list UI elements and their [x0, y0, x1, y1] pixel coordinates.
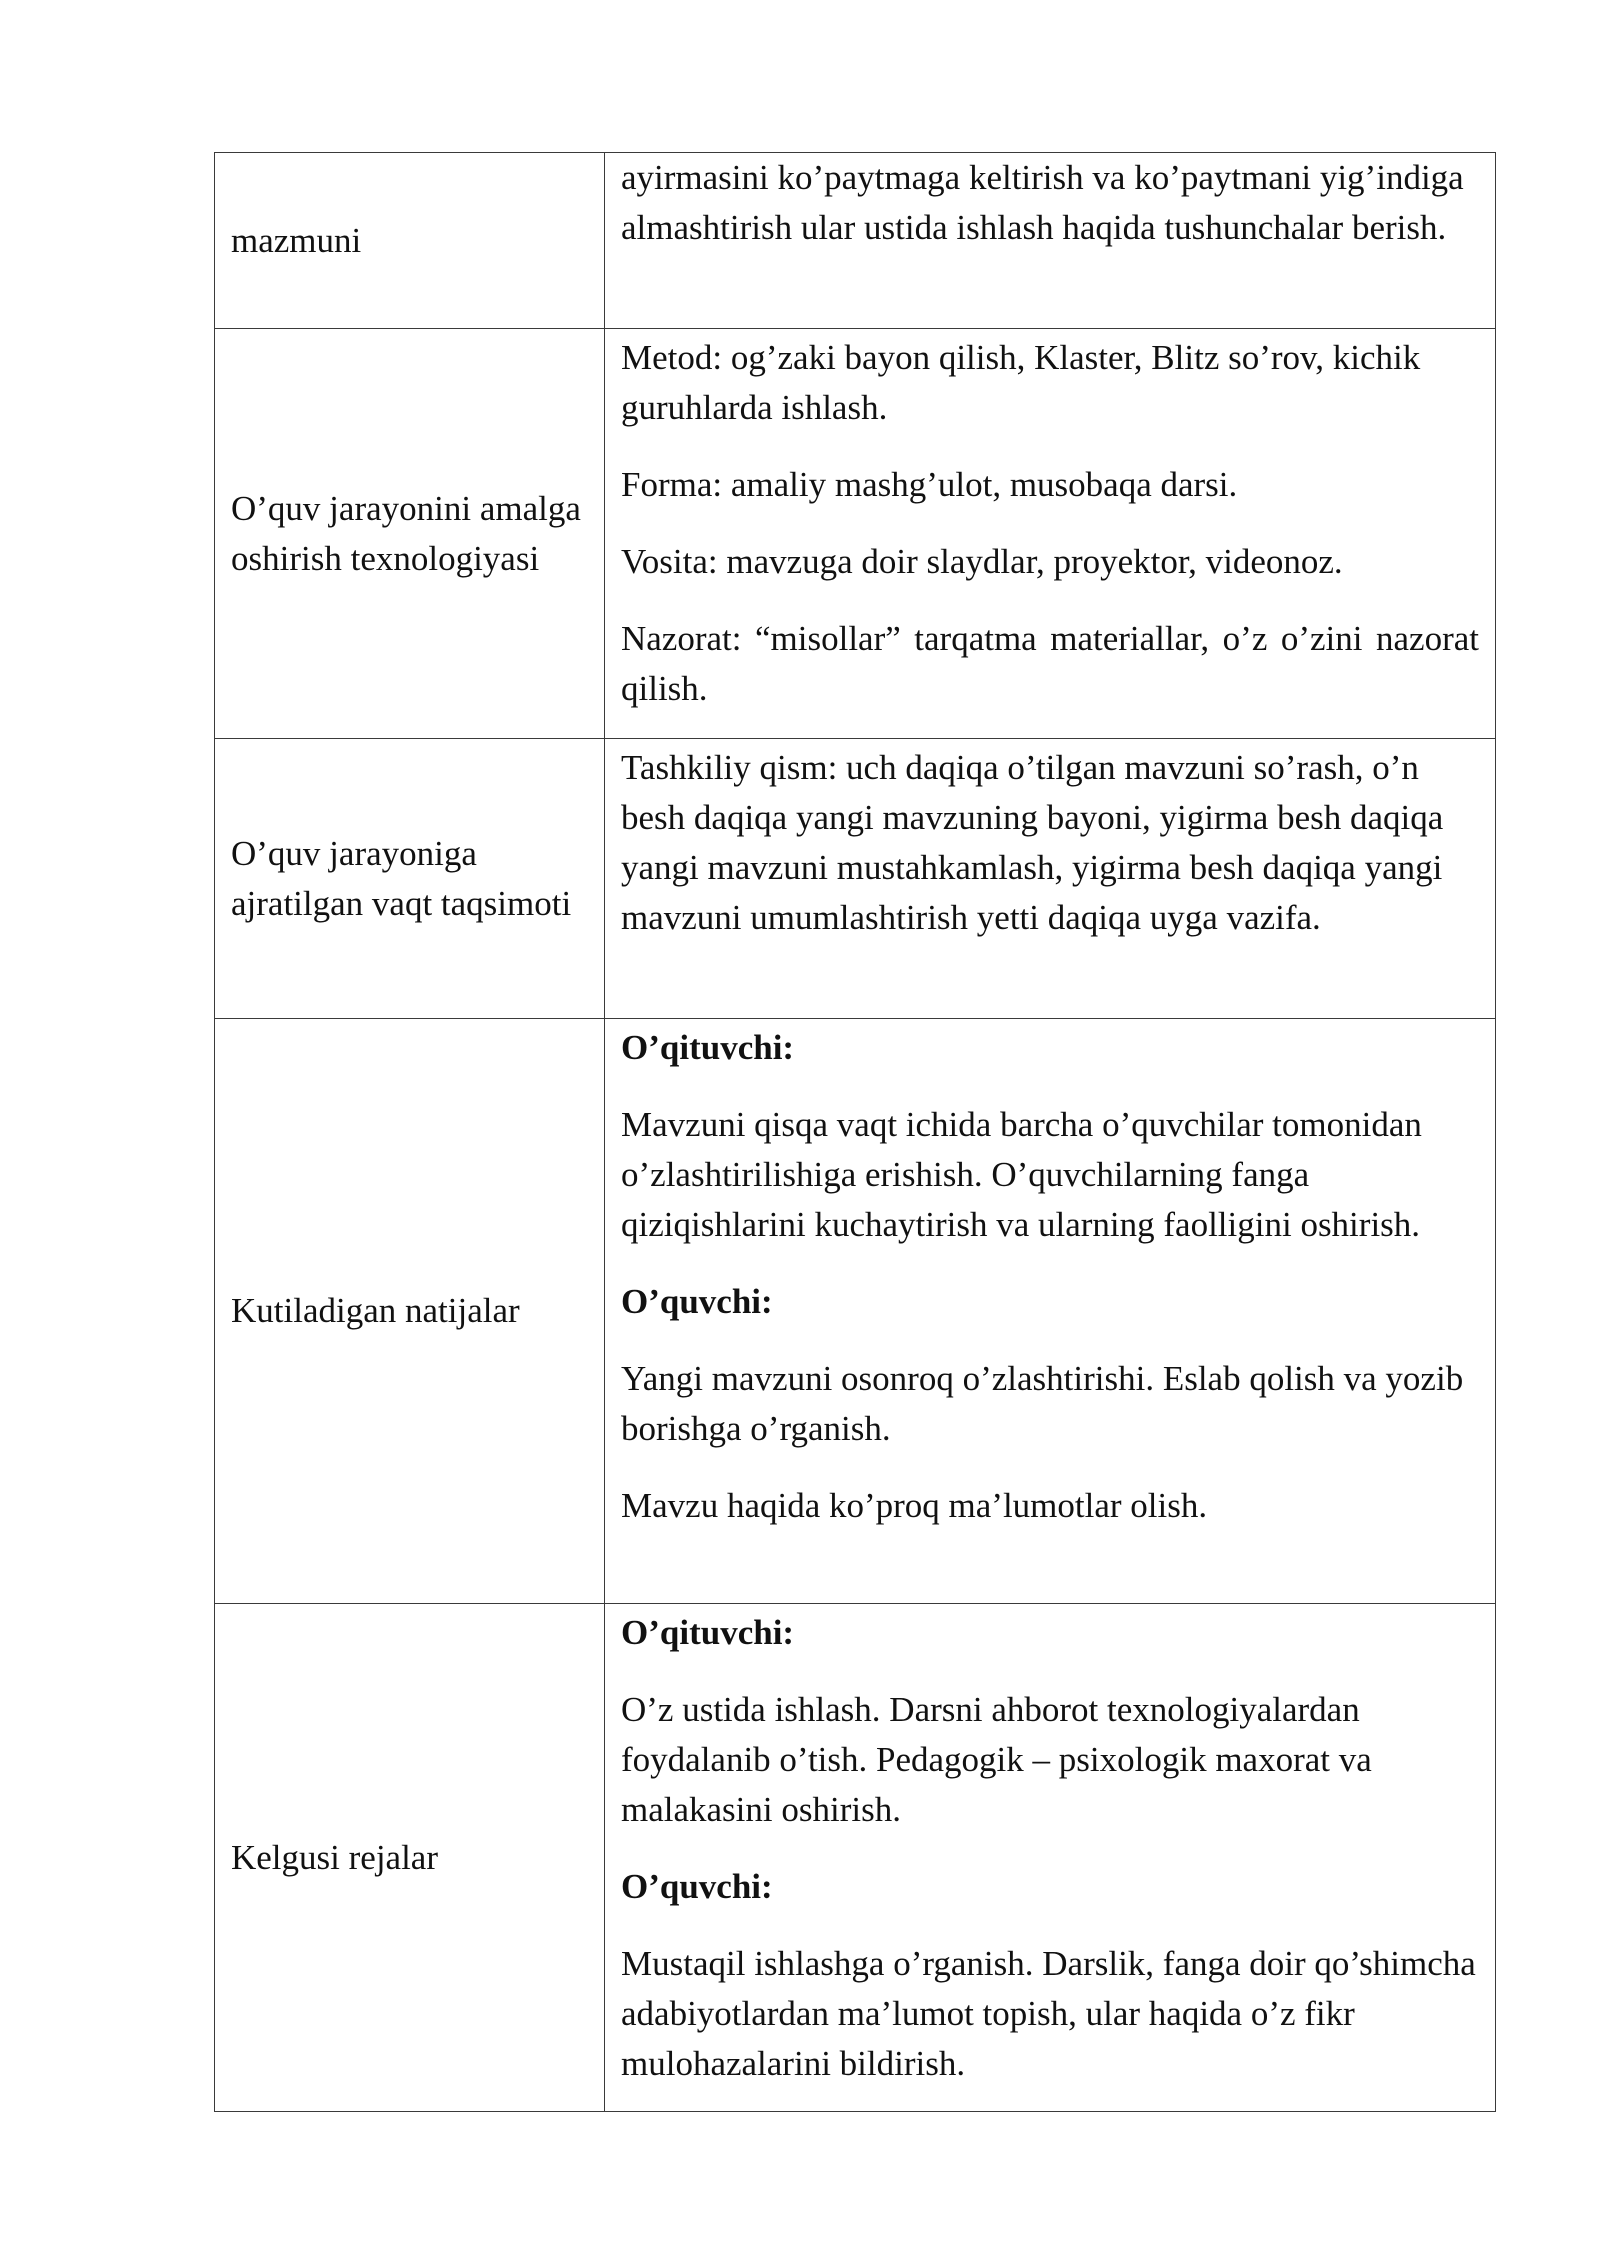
table-row [215, 1019, 1496, 1604]
row-label: O’quv jarayoniga ajratilgan vaqt taqsimoti [215, 739, 605, 1019]
teacher-text: O’z ustida ishlash. Darsni ahborot texnologiyalardan foydalanib o’tish. Pedagogik – psixologik maxorat va malakasini oshirish. [621, 1690, 1372, 1829]
teacher-text: Mavzuni qisqa vaqt ichida barcha o’quvchilar tomonidan o’zlashtirilishiga erishish. O’quvchilarning fanga qiziqishlarini kuchaytirish va ularning faolligini oshirish. [621, 1105, 1422, 1244]
student-text-2: Mavzu haqida ko’proq ma’lumotlar olish. [621, 1486, 1208, 1525]
student-heading: O’quvchi: [621, 1867, 773, 1906]
row-label: O’quv jarayonini amalga oshirish texnologiyasi [215, 329, 605, 739]
paragraph-method: Metod: og’zaki bayon qilish, Klaster, Blitz so’rov, kichik guruhlarda ishlash. [621, 338, 1421, 427]
student-heading: O’quvchi: [621, 1282, 773, 1321]
teacher-heading: O’qituvchi: [621, 1613, 795, 1652]
table-row [215, 1604, 1496, 2112]
table-row [215, 329, 1496, 739]
student-text: Yangi mavzuni osonroq o’zlashtirishi. Eslab qolish va yozib borishga o’rganish. [621, 1359, 1464, 1448]
row-label: Kelgusi rejalar [215, 1604, 605, 2112]
row-content [605, 153, 1496, 329]
row-content [605, 329, 1496, 739]
table-row [215, 739, 1496, 1019]
paragraph: Tashkiliy qism: uch daqiqa o’tilgan mavzuni so’rash, o’n besh daqiqa yangi mavzuning bayoni, yigirma besh daqiqa yangi mavzuni mustahkamlash, yigirma besh daqiqa yangi mavzuni umumlashtirish yetti daqiqa uyga vazifa. [621, 748, 1444, 937]
row-content [605, 739, 1496, 1019]
lesson-plan-table [214, 152, 1496, 2112]
paragraph: ayirmasini ko’paytmaga keltirish va ko’paytmani yig’indiga almashtirish ular ustida ishlash haqida tushunchalar berish. [621, 158, 1464, 247]
paragraph-tools: Vosita: mavzuga doir slaydlar, proyektor, videonoz. [621, 542, 1343, 581]
student-text: Mustaqil ishlashga o’rganish. Darslik, fanga doir qo’shimcha adabiyotlardan ma’lumot topish, ular haqida o’z fikr mulohazalarini bildirish. [621, 1944, 1476, 2083]
paragraph-form: Forma: amaliy mashg’ulot, musobaqa darsi. [621, 465, 1238, 504]
paragraph-control: Nazorat: “misollar” tarqatma materiallar, o’z o’zini nazorat qilish. [621, 619, 1479, 708]
teacher-heading: O’qituvchi: [621, 1028, 795, 1067]
row-content [605, 1604, 1496, 2112]
row-content [605, 1019, 1496, 1604]
table-row [215, 153, 1496, 329]
row-label: Kutiladigan natijalar [215, 1019, 605, 1604]
row-label: mazmuni [215, 153, 605, 329]
